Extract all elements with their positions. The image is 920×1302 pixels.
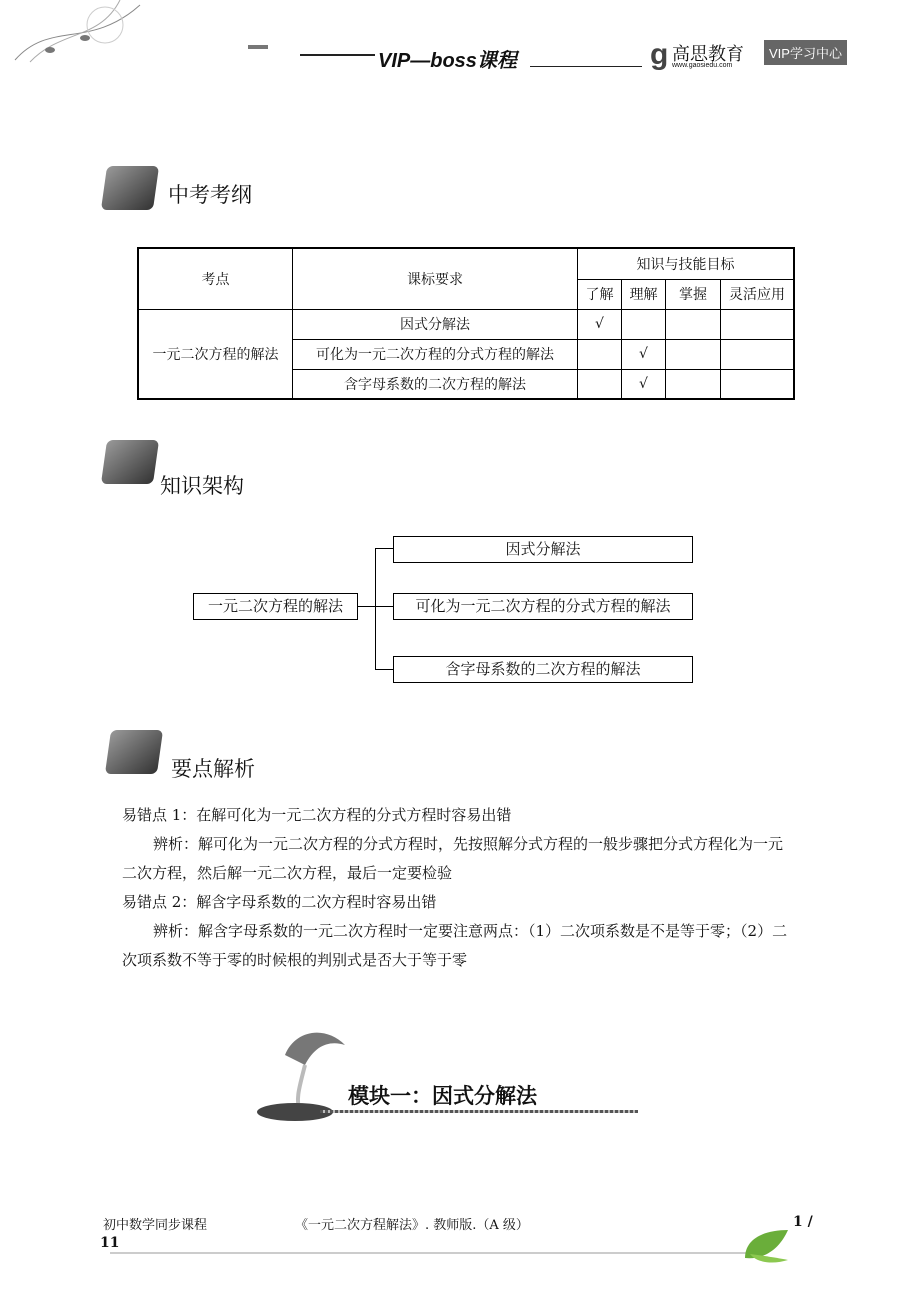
analysis-text: 次项系数不等于零的时候根的判别式是否大于等于零 (122, 951, 468, 969)
diagram-branch: 可化为一元二次方程的分式方程的解法 (393, 593, 693, 620)
analysis-text: 二次方程，然后解一元二次方程，最后一定要检验 (122, 864, 453, 882)
leaf-icon (740, 1228, 790, 1264)
footer-course: 初中数学同步课程 (103, 1218, 208, 1233)
brand-logo: g 高思教育 www.gaosiedu.com VIP学习中心 (650, 38, 668, 72)
error-point: 易错点 2：解含字母系数的二次方程时容易出错 (122, 893, 437, 911)
page-number: 1 / (793, 1214, 813, 1230)
dolphin-icon (255, 1015, 355, 1125)
target-icon (101, 166, 159, 210)
deco-dash (248, 45, 268, 49)
section-title: 知识架构 (160, 474, 244, 498)
analysis-text: 辨析：解可化为一元二次方程的分式方程时，先按照解分式方程的一般步骤把分式方程化为一元 (153, 835, 784, 853)
floral-ornament (10, 0, 150, 66)
section-title: 中考考纲 (168, 183, 252, 207)
diagram-branch: 因式分解法 (393, 536, 693, 563)
table-row: 一元二次方程的解法 因式分解法 √ (138, 309, 794, 339)
analysis-text: 辨析：解含字母系数的一元二次方程时一定要注意两点：（1）二次项系数是不是等于零；（2）二 (153, 922, 788, 940)
module-title: 模块一：因式分解法 (348, 1084, 537, 1108)
footer-title: 《一元二次方程解法》. 教师版.（A 级） (295, 1218, 529, 1233)
course-title: VIP—boss课程 (378, 50, 517, 72)
table-row: 可化为一元二次方程的分式方程的解法 √ (138, 339, 794, 369)
syllabus-table: 考点 课标要求 知识与技能目标 了解 理解 掌握 灵活应用 一元二次方程的解法 因式分解法 √ 可化为一元二次方程的分式方程的解法 √ 含字母系数的二次方程的解法 √ (137, 247, 795, 400)
error-point: 易错点 1：在解可化为一元二次方程的分式方程时容易出错 (122, 806, 512, 824)
section-title: 要点解析 (171, 757, 255, 781)
magnifier-icon (105, 730, 163, 774)
table-row: 含字母系数的二次方程的解法 √ (138, 369, 794, 399)
page-total: 11 (100, 1235, 120, 1251)
footer-line (110, 1252, 760, 1254)
diagram-branch: 含字母系数的二次方程的解法 (393, 656, 693, 683)
header-line (530, 66, 642, 67)
header-line (300, 54, 375, 56)
diagram-root: 一元二次方程的解法 (193, 593, 358, 620)
module-underline (320, 1110, 638, 1113)
scroll-icon (101, 440, 159, 484)
